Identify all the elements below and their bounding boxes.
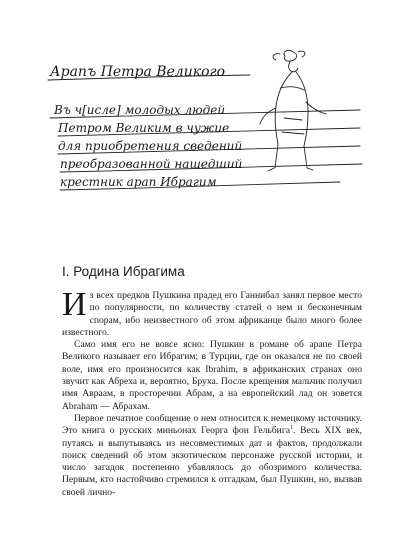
manuscript-line: для приобретения сведений bbox=[58, 139, 243, 153]
paragraph-text: . Весь XIX век, путаясь и выпутываясь из несовместимых дат и фактов, продолжали поиск сведений об этом экзотическом персонаже русской истории, и число загадок постепенно убавлялось до обозримого количества. Первым, кто настойчиво стремился к отгадкам, был Пушкин, но, вызвав своей лично- bbox=[62, 425, 362, 498]
footnote-marker[interactable]: 1 bbox=[290, 425, 294, 432]
paragraph-text: Само имя его не вовсе ясно: Пушкин в романе об арапе Петра Великого называет его Ибрагим; в Турции, где он оказался не по своей воле, имя его произносится как Ibrahim, в африканских странах оно звучит как Абреха и, вероятно, Бруха. После крещения мальчик получил имя Авраам, в просторечии Абрам, а на европейский лад он зовется Abraham — Абрахам. bbox=[62, 339, 362, 412]
paragraph-text: Первое печатное сообщение о нем относится к немецкому источнику. Это книга о русских миньонах Георга фон Гельбига bbox=[62, 412, 362, 437]
sketched-figure bbox=[260, 50, 326, 171]
chapter-heading: I. Родина Ибрагима bbox=[62, 264, 185, 279]
paragraph-text: з всех предков Пушкина прадед его Ганнибал занял первое место по популярности, по количеству статей о нем и бесконечным спорам, ибо неизвестного об этом африканце было много более известного. bbox=[62, 290, 362, 338]
manuscript-line: Арапъ Петра Великого bbox=[50, 64, 226, 80]
manuscript-line: Въ ч[исле] молодых людей bbox=[54, 103, 226, 117]
manuscript-illustration bbox=[40, 48, 370, 223]
manuscript-line: крестник арап Ибрагим bbox=[60, 175, 217, 189]
manuscript-line: преобразованной нашедший bbox=[60, 157, 243, 171]
drop-cap: И bbox=[62, 286, 87, 323]
paragraph bbox=[62, 339, 362, 413]
paragraph bbox=[62, 286, 362, 339]
manuscript-drawing bbox=[40, 48, 370, 223]
body-text bbox=[62, 286, 362, 499]
paragraph bbox=[62, 413, 362, 499]
manuscript-line: Петром Великим в чужие bbox=[58, 121, 230, 135]
